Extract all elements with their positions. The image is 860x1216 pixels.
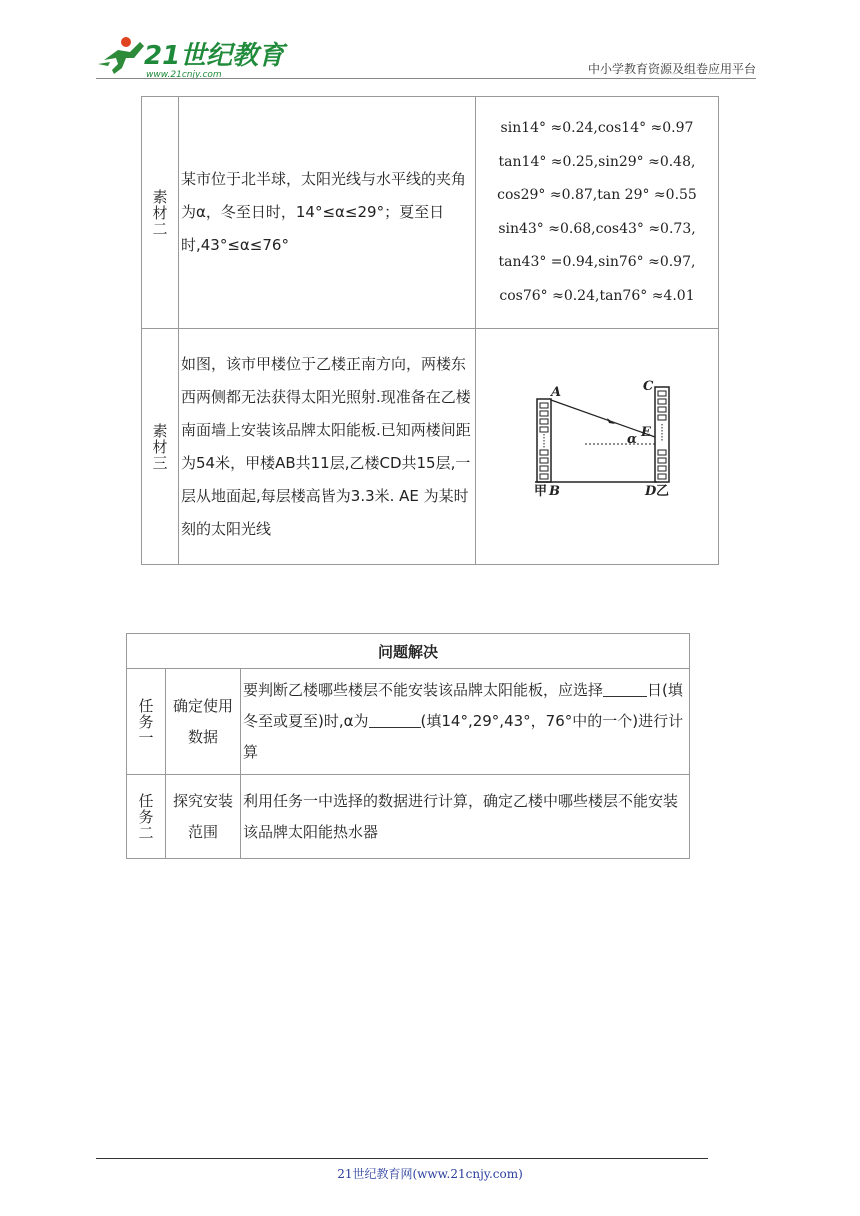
label-d: D	[645, 483, 657, 499]
task-name: 探究安装范围	[166, 775, 241, 859]
label-alpha: α	[627, 431, 638, 447]
task-label: 任务一	[138, 696, 154, 747]
formula-line: sin43° ≈0.68,cos43° ≈0.73,	[498, 220, 696, 237]
formula-line: tan14° ≈0.25,sin29° ≈0.48,	[498, 153, 696, 170]
label-yi: 乙	[656, 483, 670, 499]
material-row	[142, 97, 719, 329]
sun-ray-ae	[551, 400, 655, 437]
materials-table	[141, 96, 719, 565]
task-row	[127, 669, 690, 775]
problem-table	[126, 633, 690, 859]
formula-line: tan43° =0.94,sin76° ≈0.97,	[498, 254, 696, 270]
logo-subtitle: www.21cnjy.com	[146, 70, 222, 80]
formula-line: sin14° ≈0.24,cos14° ≈0.97	[500, 120, 694, 136]
label-b: B	[549, 483, 560, 499]
footer-divider	[96, 1158, 708, 1159]
material-row	[142, 329, 719, 565]
formula-line: cos76° ≈0.24,tan76° ≈4.01	[499, 287, 695, 304]
problem-title: 问题解决	[127, 634, 690, 669]
task-row	[127, 775, 690, 859]
label-a: A	[551, 384, 562, 400]
runner-icon	[98, 37, 144, 74]
material-label: 素材二	[152, 187, 168, 238]
task-text: 利用任务一中选择的数据进行计算，确定乙楼中哪些楼层不能安装该品牌太阳能热水器	[241, 775, 690, 859]
answer-blank-alpha[interactable]	[369, 711, 421, 728]
formula-list	[476, 108, 718, 317]
logo-title: 21世纪教育	[144, 41, 285, 71]
site-logo	[96, 34, 285, 80]
header-divider	[96, 78, 756, 79]
arrow-icon	[607, 418, 615, 424]
footer-text[interactable]: 21世纪教育网(www.21cnjy.com)	[337, 1167, 523, 1181]
task-text: 要判断乙楼哪些楼层不能安装该品牌太阳能板，应选择 日(填冬至或夏至)时,α为 (填14°,29°,43°，76°中的一个)进行计算	[241, 669, 690, 775]
material-text: 如图，该市甲楼位于乙楼正南方向，两楼东西两侧都无法获得太阳光照射.现准备在乙楼南面墙上安装该品牌太阳能板.已知两楼间距为54米，甲楼AB共11层,乙楼CD共15层,一层从地面起,每层楼高皆为3.3米. AE 为某时刻的太阳光线	[181, 354, 471, 538]
label-c: C	[643, 378, 654, 394]
material-text: 某市位于北半球，太阳光线与水平线的夹角为α，冬至日时，14°≤α≤29°；夏至日时,43°≤α≤76°	[181, 170, 467, 254]
task-name: 确定使用数据	[166, 669, 241, 775]
answer-blank-season[interactable]	[603, 680, 647, 697]
building-diagram	[507, 378, 687, 512]
label-jia: 甲	[534, 483, 548, 499]
task-label: 任务二	[138, 791, 154, 842]
formula-line: cos29° ≈0.87,tan 29° ≈0.55	[497, 187, 697, 203]
header-platform-text: 中小学教育资源及组卷应用平台	[587, 62, 756, 76]
label-e: E	[641, 424, 651, 440]
material-label: 素材三	[152, 421, 168, 472]
